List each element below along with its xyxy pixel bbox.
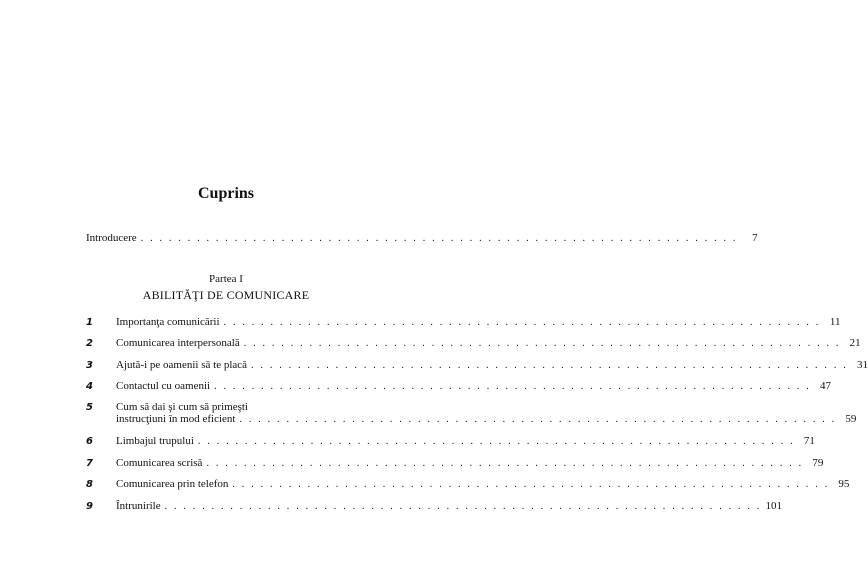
toc-entry-page: 7 — [752, 232, 758, 244]
toc-entry — [86, 478, 850, 490]
dot-leader — [244, 338, 841, 349]
dot-leader — [251, 360, 848, 371]
chapter-number: 5 — [86, 402, 93, 413]
part-label: Partea I — [209, 273, 243, 285]
toc-entry-label: Importanţa comunicării — [116, 316, 220, 328]
page-title: Cuprins — [197, 185, 255, 202]
dot-leader — [232, 479, 829, 490]
toc-entry-label: instrucţiuni în mod eficient — [116, 413, 236, 425]
toc-entry — [86, 435, 815, 447]
toc-entry-page: 47 — [820, 380, 831, 392]
toc-entry-label: Introducere — [86, 232, 137, 244]
toc-entry — [86, 380, 831, 392]
toc-entry — [86, 457, 824, 469]
toc-entry — [86, 401, 857, 425]
toc-entry-label: Comunicarea interpersonală — [116, 337, 240, 349]
toc-entry-label: Limbajul trupului — [116, 435, 194, 447]
dot-leader — [198, 436, 795, 447]
toc-entry-label: Întrunirile — [116, 500, 161, 512]
chapter-number: 9 — [86, 501, 93, 512]
toc-entry-label: Comunicarea prin telefon — [116, 478, 229, 490]
chapter-number: 4 — [86, 381, 93, 392]
toc-entry-page: 95 — [838, 478, 850, 490]
toc-entry-page: 79 — [812, 457, 824, 469]
toc-entry-label-line1: Cum să dai şi cum să primeşti — [116, 401, 248, 413]
chapter-number: 8 — [86, 479, 93, 490]
toc-entry — [86, 500, 783, 512]
toc-entry-label: Contactul cu oamenii — [116, 380, 211, 392]
dot-leader — [214, 381, 811, 392]
dot-leader — [239, 414, 836, 425]
toc-entry-page: 101 — [765, 500, 783, 512]
chapter-number: 6 — [86, 436, 93, 447]
dot-leader — [165, 501, 762, 512]
dot-leader — [224, 317, 821, 328]
toc-entry-page: 59 — [845, 413, 857, 425]
toc-entry — [86, 359, 868, 371]
toc-entry-label: Comunicarea scrisă — [116, 457, 203, 469]
toc-entry-introduction — [86, 232, 758, 244]
chapter-number: 7 — [86, 458, 93, 469]
toc-entry-label: Ajută-i pe oamenii să te placă — [116, 359, 248, 371]
dot-leader — [141, 233, 738, 244]
toc-entry-page: 11 — [829, 316, 841, 328]
toc-entry-page: 71 — [803, 435, 815, 447]
toc-entry — [86, 337, 861, 349]
chapter-number: 2 — [86, 338, 93, 349]
part-title: ABILITĂŢI DE COMUNICARE — [142, 288, 310, 302]
toc-entry-page: 21 — [849, 337, 861, 349]
toc-entry-page: 31 — [856, 359, 868, 371]
chapter-number: 3 — [86, 360, 93, 371]
chapter-number: 1 — [86, 317, 93, 328]
toc-entry — [86, 316, 841, 328]
dot-leader — [206, 458, 803, 469]
